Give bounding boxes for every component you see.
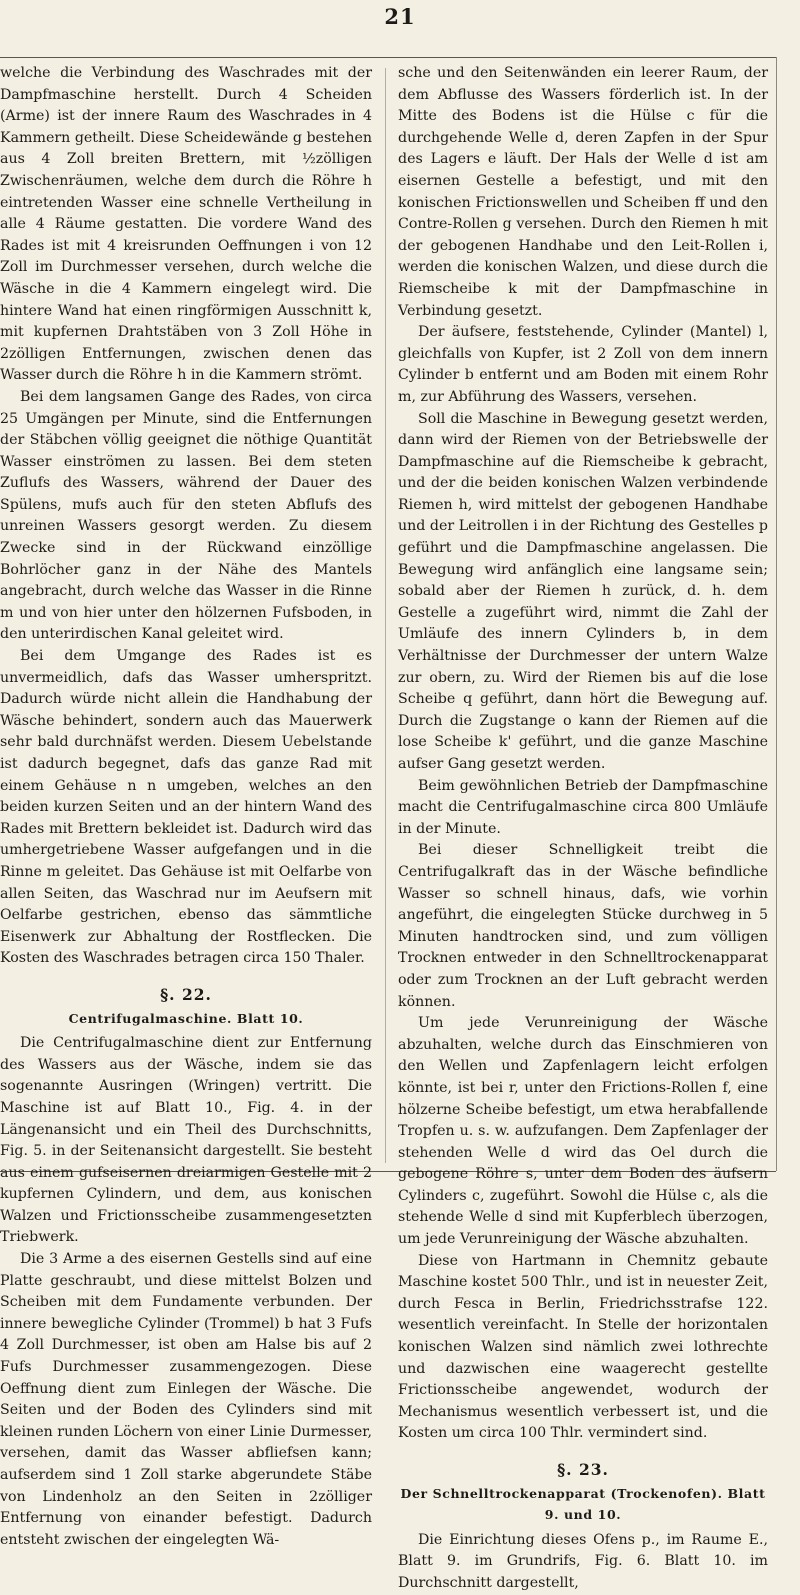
top-rule	[0, 57, 776, 58]
paragraph: Der äufsere, feststehende, Cylinder (Mantel) l, gleichfalls von Kupfer, ist 2 Zoll von dem innern Cylinder b entfernt und am Boden mit einem Rohr m, zur Abführung des Wassers, versehen.	[398, 324, 768, 405]
paragraph: Diese von Hartmann in Chemnitz gebaute Maschine kostet 500 Thlr., und ist in neuester Zeit, durch Fesca in Berlin, Friedrichsstrafse 122. wesentlich vereinfacht. In Stelle der horizontalen konischen Walzen sind nämlich zwei lothrechte und dazwischen eine waagerecht gestellte Frictionsscheibe angewendet, wodurch der Mechanismus wesentlich verbessert ist, und die Kosten um circa 100 Thlr. vermindert sind.	[398, 1252, 768, 1442]
right-rule	[776, 57, 777, 1171]
paragraph: Bei dem Umgange des Rades ist es unvermeidlich, dafs das Wasser umherspritzt. Dadurch würde nicht allein die Handhabung der Wäsche behindert, sondern auch das Mauerwerk sehr bald durchnäfst werden. Diesem Uebelstande ist dadurch begegnet, dafs das ganze Rad mit einem Gehäuse n n umgeben, welches an den beiden kurzen Seiten und an der hintern Wand des Rades mit Brettern bekleidet ist. Dadurch wird das umhergetriebene Wasser aufgefangen und in die Rinne m geleitet. Das Gehäuse ist mit Oelfarbe von allen Seiten, das Waschrad nur im Aeufsern mit Oelfarbe gestrichen, ebenso das sämmtliche Eisenwerk zur Abhaltung der Rostflecken. Die Kosten des Waschrades betragen circa 150 Thaler.	[0, 648, 372, 967]
section-title: Centrifugalmaschine. Blatt 10.	[68, 1010, 304, 1026]
paragraph: Die Einrichtung dieses Ofens p., im Raume E., Blatt 9. im Grundrifs, Fig. 6. Blatt 10. im Durchschnitt dargestellt,	[398, 1531, 768, 1591]
column-divider	[385, 68, 386, 1163]
page-number: 21	[384, 4, 416, 29]
paragraph: sche und den Seitenwänden ein leerer Raum, der dem Abflusse des Wassers förderlich ist. In der Mitte des Bodens ist die Hülse c für die durchgehende Welle d, deren Zapfen in der Spur des Lagers e läuft. Der Hals der Welle d ist am eisernen Gestelle a befestigt, und mit den konischen Frictionswellen und Scheiben ff und den Contre-Rollen g versehen. Durch den Riemen h mit der gebogenen Handhabe und den Leit-Rollen i, werden die konischen Walzen, und diese durch die Riemscheibe k mit der Dampfmaschine in Verbindung gesetzt.	[398, 65, 768, 319]
paragraph: Bei dieser Schnelligkeit treibt die Centrifugalkraft das in der Wäsche befindliche Wasser so schnell hinaus, dafs, wie vorhin angeführt, die eingelegten Stücke durchweg in 5 Minuten handtrocken sind, und zum völligen Trocknen entweder in den Schnelltrockenapparat oder zum Trocknen an der Luft gebracht werden können.	[398, 842, 768, 1010]
paragraph: Bei dem langsamen Gange des Rades, von circa 25 Umgängen per Minute, sind die Entfernungen der Stäbchen völlig geeignet die nöthige Quantität Wasser einströmen zu lassen. Bei dem steten Zuflufs des Wassers, während der Dauer des Spülens, mufs auch für den steten Abflufs des unreinen Wassers gesorgt werden. Zu diesem Zwecke sind in der Rückwand einzöllige Bohrlöcher ganz in der Nähe des Mantels angebracht, durch welche das Wasser in die Rinne m und von hier unter den hölzernen Fufsboden, in den unterirdischen Kanal geleitet wird.	[0, 388, 372, 643]
paragraph: welche die Verbindung des Waschrades mit der Dampfmaschine herstellt. Durch 4 Scheiden (Arme) ist der innere Raum des Waschrades in 4 Kammern getheilt. Diese Scheidewände g bestehen aus 4 Zoll breiten Brettern, mit ½zölligen Zwischenräumen, welche dem durch die Röhre h eintretenden Wasser eine schnelle Vertheilung in alle 4 Räume gestatten. Die vordere Wand des Rades ist mit 4 kreisrunden Oeffnungen i von 12 Zoll im Durchmesser versehen, durch welche die Wäsche in die 4 Kammern eingelegt wird. Die hintere Wand hat einen ringförmigen Ausschnitt k, mit kupfernen Drahtstäben von 3 Zoll Höhe in 2zölligen Entfernungen, zwischen denen das Wasser durch die Röhre h in die Kammern strömt.	[0, 65, 372, 384]
left-column	[0, 63, 372, 1551]
paragraph: Um jede Verunreinigung der Wäsche abzuhalten, welche durch das Einschmieren von den Wellen und Zapfenlagern leicht erfolgen könnte, ist bei r, unter den Frictions-Rollen f, eine hölzerne Scheibe befestigt, um etwa herabfallende Tropfen u. s. w. aufzufangen. Dem Zapfenlager der stehenden Welle d wird das Oel durch die gebogene Röhre s, unter dem Boden des äufsern Cylinders c, zugeführt. Sowohl die Hülse c, als die stehende Welle d sind mit Kupferblech überzogen, um jede Verunreinigung der Wäsche abzuhalten.	[398, 1015, 768, 1248]
paragraph: Die Centrifugalmaschine dient zur Entfernung des Wassers aus der Wäsche, indem sie das sogenannte Ausringen (Wringen) vertritt. Die Maschine ist auf Blatt 10., Fig. 4. in der Längenansicht und ein Theil des Durchschnitts, Fig. 5. in der Seitenansicht dargestellt. Sie besteht aus einem gufseisernen dreiarmigen Gestelle mit 2 kupfernen Cylindern, und dem, aus konischen Walzen und Frictionsscheibe zusammengesetzten Triebwerk.	[0, 1035, 372, 1246]
paragraph: Die 3 Arme a des eisernen Gestells sind auf eine Platte geschraubt, und diese mittelst Bolzen und Scheiben mit dem Fundamente verbunden. Der innere bewegliche Cylinder (Trommel) b hat 3 Fufs 4 Zoll Durchmesser, ist oben am Halse bis auf 2 Fufs Durchmesser zusammengezogen. Diese Oeffnung dient zum Einlegen der Wäsche. Die Seiten und der Boden des Cylinders sind mit kleinen runden Löchern von einer Linie Durmesser, versehen, damit das Wasser abfliefsen kann; aufserdem sind 1 Zoll starke abgerundete Stäbe von Lindenholz an den Seiten in 2zölliger Entfernung von einander befestigt. Dadurch entsteht zwischen der eingelegten Wä-	[0, 1251, 372, 1548]
section-number: §. 23.	[557, 1460, 609, 1479]
right-column	[398, 63, 768, 1595]
section-number: §. 22.	[160, 984, 212, 1004]
paragraph: Beim gewöhnlichen Betrieb der Dampfmaschine macht die Centrifugalmaschine circa 800 Umläufe in der Minute.	[398, 777, 768, 837]
paragraph: Soll die Maschine in Bewegung gesetzt werden, dann wird der Riemen von der Betriebswelle der Dampfmaschine auf die Riemscheibe k gebracht, und der die beiden konischen Walzen verbindende Riemen h, wird mittelst der gebogenen Handhabe und der Leitrollen i in der Richtung des Gestelles p geführt und die Dampfmaschine angelassen. Die Bewegung wird anfänglich eine langsame sein; sobald aber der Riemen h zurück, d. h. dem Gestelle a zugeführt wird, nimmt die Zahl der Umläufe des innern Cylinders b, in dem Verhältnisse der Durchmesser der untern Walze zur obern, zu. Wird der Riemen bis auf die lose Scheibe q geführt, dann hört die Bewegung auf. Durch die Zugstange o kann der Riemen auf die lose Scheibe k' geführt, und die ganze Maschine aufser Gang gesetzt werden.	[398, 410, 768, 772]
section-title: Der Schnelltrockenapparat (Trockenofen). Blatt 9. und 10.	[400, 1485, 766, 1523]
